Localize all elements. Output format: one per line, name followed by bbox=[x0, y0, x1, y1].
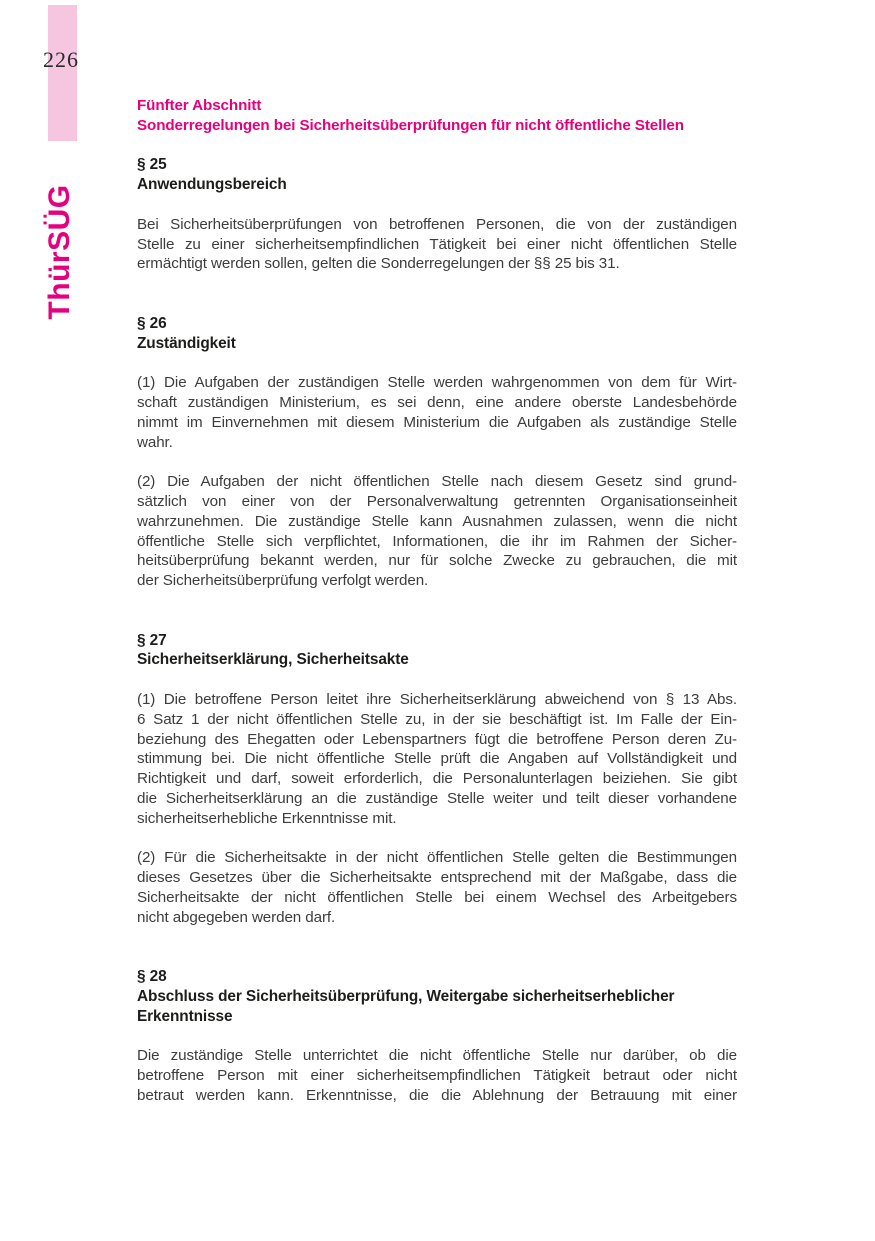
article-title-line: Zuständigkeit bbox=[137, 334, 236, 352]
paragraph-line: Stelle zu einer sicherheitsempfindlichen Tätigkeit bei einer nicht öffentlichen Stelle bbox=[137, 235, 737, 253]
paragraph-line: betroffene Person mit einer sicherheitsempfindlichen Tätigkeit betraut oder nicht bbox=[137, 1067, 737, 1085]
article-heading bbox=[137, 155, 737, 195]
paragraph-line: (2) Für die Sicherheitsakte in der nicht öffentlichen Stelle gelten die Bestimmungen bbox=[137, 849, 737, 867]
article-§-28 bbox=[137, 967, 737, 1106]
article-paragraph bbox=[137, 690, 737, 829]
paragraph-line: Bei Sicherheitsüberprüfungen von betroffenen Personen, die von der zuständigen bbox=[137, 215, 737, 233]
paragraph-line: (2) Die Aufgaben der nicht öffentlichen Stelle nach diesem Gesetz sind grund- bbox=[137, 473, 737, 491]
article-paragraph bbox=[137, 848, 737, 927]
paragraph-line: die Sicherheitserklärung an die zuständige Stelle weiter und teilt dieser vorhandene bbox=[137, 789, 737, 807]
article-paragraph bbox=[137, 1046, 737, 1105]
section-heading-line1: Fünfter Abschnitt bbox=[137, 97, 262, 114]
paragraph-line: (1) Die betroffene Person leitet ihre Sicherheitserklärung abweichend von § 13 Abs. bbox=[137, 690, 737, 708]
margin-color-bar bbox=[48, 5, 77, 141]
article-§-26 bbox=[137, 314, 737, 591]
article-number: § 25 bbox=[137, 156, 167, 174]
paragraph-line: ermächtigt werden sollen, gelten die Sonderregelungen der §§ 25 bis 31. bbox=[137, 255, 620, 273]
paragraph-line: der Sicherheitsüberprüfung verfolgt werden. bbox=[137, 572, 429, 590]
article-title-line: Abschluss der Sicherheitsüberprüfung, Weitergabe sicherheitserheblicher bbox=[137, 987, 675, 1005]
paragraph-line: sicherheitserhebliche Erkenntnisse mit. bbox=[137, 809, 397, 827]
paragraph-line: wahrzunehmen. Die zuständige Stelle kann Ausnahmen zulassen, wenn die nicht bbox=[137, 512, 737, 530]
paragraph-line: stimmung bei. Die nicht öffentliche Stelle prüft die Angaben auf Vollständigkeit und bbox=[137, 750, 737, 768]
paragraph-line: 6 Satz 1 der nicht öffentlichen Stelle zu, in der sie beschäftigt ist. Im Falle der Ein- bbox=[137, 710, 737, 728]
paragraph-line: sätzlich von einer von der Personalverwaltung getrennten Organisationseinheit bbox=[137, 492, 737, 510]
section-heading-line2: Sonderregelungen bei Sicherheitsüberprüfungen für nicht öffentliche Stellen bbox=[137, 116, 684, 134]
paragraph-line: betraut werden kann. Erkenntnisse, die die Ablehnung der Betrauung mit einer bbox=[137, 1086, 737, 1104]
article-heading bbox=[137, 631, 737, 671]
paragraph-line: wahr. bbox=[137, 433, 173, 451]
article-number: § 26 bbox=[137, 314, 167, 332]
paragraph-line: nicht abgegeben werden darf. bbox=[137, 908, 336, 926]
article-paragraph bbox=[137, 472, 737, 591]
article-paragraph bbox=[137, 373, 737, 452]
section-heading bbox=[137, 96, 737, 136]
page-number: 226 bbox=[43, 47, 79, 72]
article-heading bbox=[137, 967, 737, 1026]
article-§-27 bbox=[137, 631, 737, 928]
article-title-line: Erkenntnisse bbox=[137, 1007, 233, 1025]
article-title-line: Anwendungsbereich bbox=[137, 176, 287, 194]
paragraph-line: dieses Gesetzes über die Sicherheitsakte entsprechend mit der Maßgabe, dass die bbox=[137, 869, 737, 887]
paragraph-line: öffentliche Stelle sich verpflichtet, Informationen, die ihr im Rahmen der Sicher- bbox=[137, 532, 737, 550]
paragraph-line: Richtigkeit und darf, soweit erforderlich, die Personalunterlagen beiziehen. Sie gibt bbox=[137, 770, 737, 788]
article-paragraph bbox=[137, 215, 737, 274]
article-title-line: Sicherheitserklärung, Sicherheitsakte bbox=[137, 651, 409, 669]
paragraph-line: beziehung des Ehegatten oder Lebenspartners fügt die betroffene Person deren Zu- bbox=[137, 730, 737, 748]
paragraph-line: nimmt im Einvernehmen mit diesem Ministerium die Aufgaben als zuständige Stelle bbox=[137, 413, 737, 431]
paragraph-line: Die zuständige Stelle unterrichtet die nicht öffentliche Stelle nur darüber, ob die bbox=[137, 1047, 737, 1065]
article-heading bbox=[137, 314, 737, 354]
paragraph-line: (1) Die Aufgaben der zuständigen Stelle werden wahrgenommen von dem für Wirt- bbox=[137, 374, 737, 392]
content-column bbox=[137, 0, 737, 1106]
paragraph-line: Sicherheitsakte der nicht öffentlichen Stelle bei einem Wechsel des Arbeitgebers bbox=[137, 888, 737, 906]
paragraph-line: schaft zuständigen Ministerium, es sei denn, eine andere oberste Landesbehörde bbox=[137, 393, 737, 411]
article-§-25 bbox=[137, 155, 737, 274]
articles-container bbox=[137, 155, 737, 1105]
paragraph-line: heitsüberprüfung bekannt werden, nur für solche Zwecke zu gebrauchen, die mit bbox=[137, 552, 737, 570]
sidebar-law-abbreviation: ThürSÜG bbox=[43, 184, 76, 320]
article-number: § 28 bbox=[137, 968, 167, 986]
article-number: § 27 bbox=[137, 631, 167, 649]
